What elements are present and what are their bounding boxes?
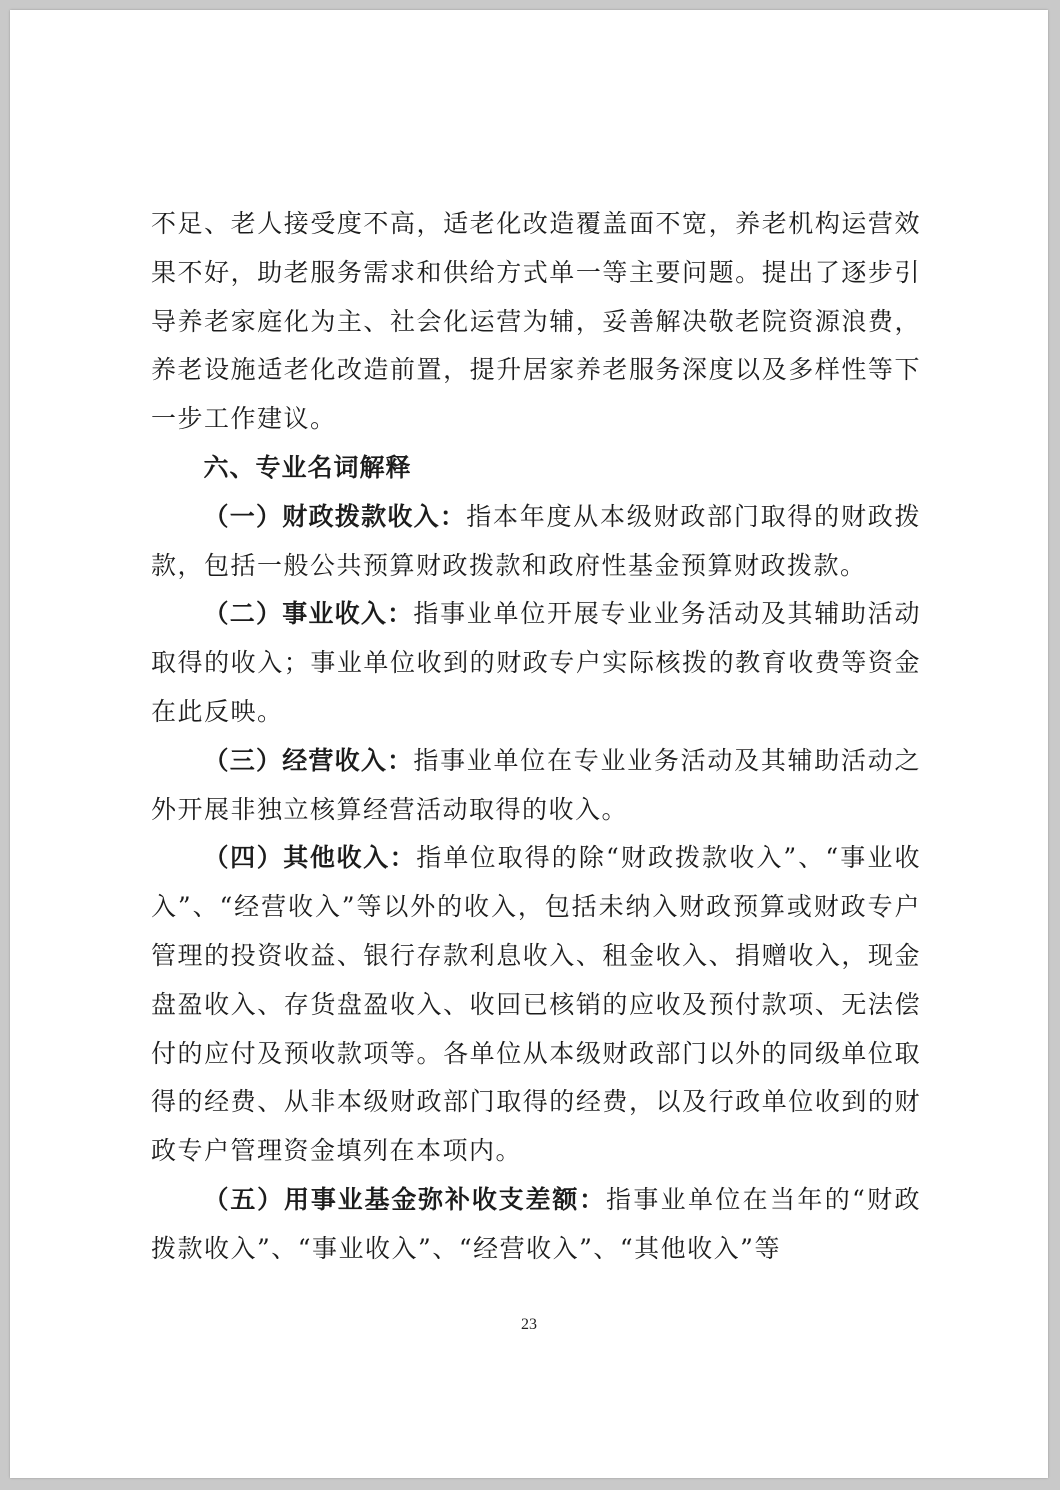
term-label: （二）事业收入： (203, 599, 414, 629)
continuation-paragraph: 不足、老人接受度不高，适老化改造覆盖面不宽，养老机构运营效果不好，助老服务需求和供给方式单一等主要问题。提出了逐步引导养老家庭化为主、社会化运营为辅，妥善解决敬老院资源浪费，养老设施适老化改造前置，提升居家养老服务深度以及多样性等下一步工作建议。 (151, 209, 921, 434)
term-definition: 指事业单位在当年的“财政拨款收入”、“事业收入”、“经营收入”、“其他收入”等 (151, 1184, 921, 1263)
term-paragraph-5 (151, 1176, 921, 1274)
term-definition: 指事业单位在专业业务活动及其辅助活动之外开展非独立核算经营活动取得的收入。 (151, 745, 921, 824)
term-definition: 指本年度从本级财政部门取得的财政拨款，包括一般公共预算财政拨款和政府性基金预算财政拨款。 (151, 501, 921, 580)
term-paragraph-3 (151, 737, 921, 835)
term-definition: 指单位取得的除“财政拨款收入”、“事业收入”、“经营收入”等以外的收入，包括未纳入财政预算或财政专户管理的投资收益、银行存款利息收入、租金收入、捐赠收入，现金盘盈收入、存货盘盈收入、收回已核销的应收及预付款项、无法偿付的应付及预收款项等。各单位从本级财政部门以外的同级单位取得的经费、从非本级财政部门取得的经费，以及行政单位收到的财政专户管理资金填列在本项内。 (151, 843, 921, 1166)
term-definition: 指事业单位开展专业业务活动及其辅助活动取得的收入；事业单位收到的财政专户实际核拨的教育收费等资金在此反映。 (151, 599, 921, 726)
term-label: （三）经营收入： (203, 745, 414, 775)
term-paragraph-1 (151, 493, 921, 591)
document-body (151, 200, 921, 1274)
term-paragraph-4 (151, 834, 921, 1176)
term-paragraph-2 (151, 590, 921, 736)
term-label: （四）其他收入： (203, 843, 417, 873)
section-heading: 六、专业名词解释 (203, 452, 412, 482)
term-label: （一）财政拨款收入： (203, 501, 467, 531)
page-number: 23 (521, 1316, 537, 1333)
term-label: （五）用事业基金弥补收支差额： (203, 1184, 607, 1214)
document-page (10, 10, 1048, 1478)
